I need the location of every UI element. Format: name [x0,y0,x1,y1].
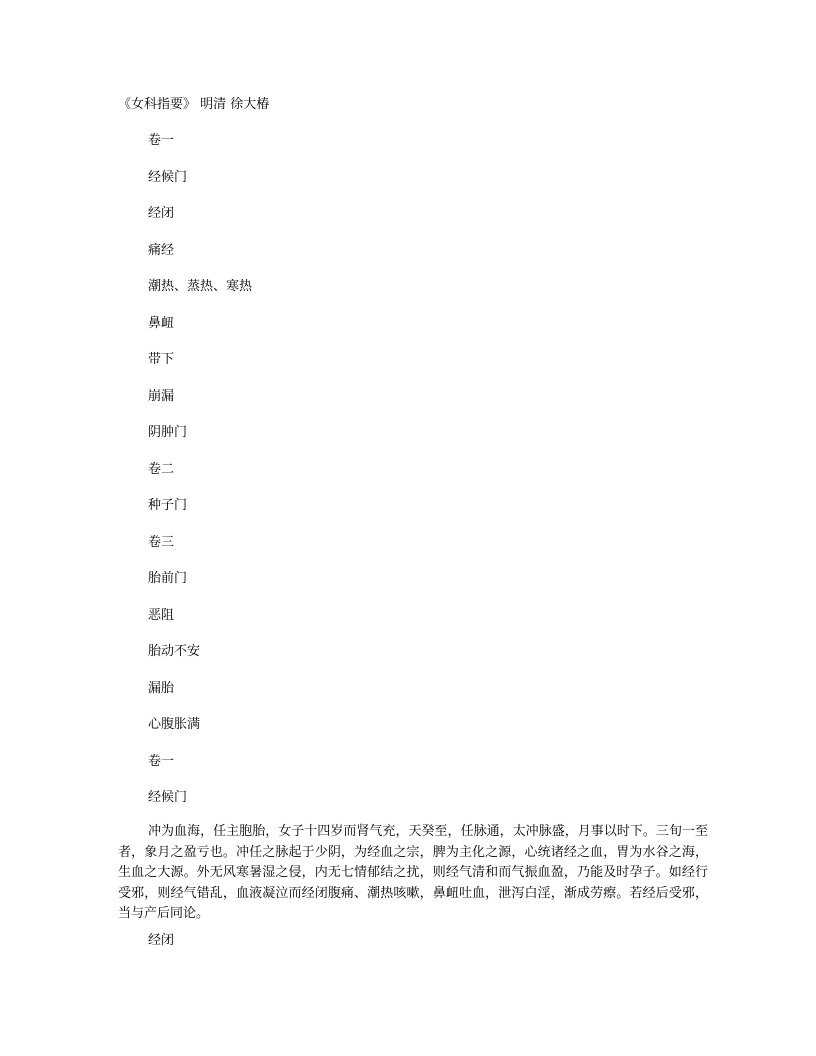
toc-item: 崩漏 [148,388,175,404]
toc-item: 卷一 [148,753,175,769]
toc-item: 恶阻 [148,607,175,623]
toc-item: 带下 [148,352,175,367]
toc-item: 心腹胀满 [148,717,201,732]
toc-item: 阴肿门 [148,425,188,440]
toc-item: 潮热、蒸热、寒热 [148,279,253,294]
body-paragraph: 冲为血海，任主胞胎，女子十四岁而肾气充，天癸至，任脉通，太冲脉盛，月事以时下。三旬一至者，象月之盈亏也。冲任之脉起于少阴，为经血之宗，脾为主化之源，心统诸经之血，胃为水谷之海，生血之大源。外无风寒暑湿之侵，内无七情郁结之扰，则经气清和而气振血盈，乃能及时孕子。如经行受邪，则经气错乱，血液凝泣而经闭腹痛、潮热咳嗽，鼻衄吐血，泄泻白淫，渐成劳瘵。若经后受邪，当与产后同论。 [118,824,708,921]
toc-item: 经候门 [148,169,188,185]
toc-item: 胎动不安 [148,644,201,659]
toc-item: 种子门 [148,498,188,513]
toc-item: 卷三 [148,534,175,550]
toc-item: 漏胎 [148,680,175,696]
toc-item: 鼻衄 [148,315,175,331]
section-heading: 经闭 [148,933,175,948]
toc-item: 胎前门 [148,571,188,586]
toc-item: 经候门 [148,790,188,805]
toc-item: 卷二 [148,461,175,477]
document-title: 《女科指要》 明清 徐大椿 [118,97,270,112]
toc-item: 经闭 [148,206,175,221]
toc-item: 痛经 [148,242,175,258]
table-of-contents [148,132,252,826]
toc-item: 卷一 [148,133,175,148]
